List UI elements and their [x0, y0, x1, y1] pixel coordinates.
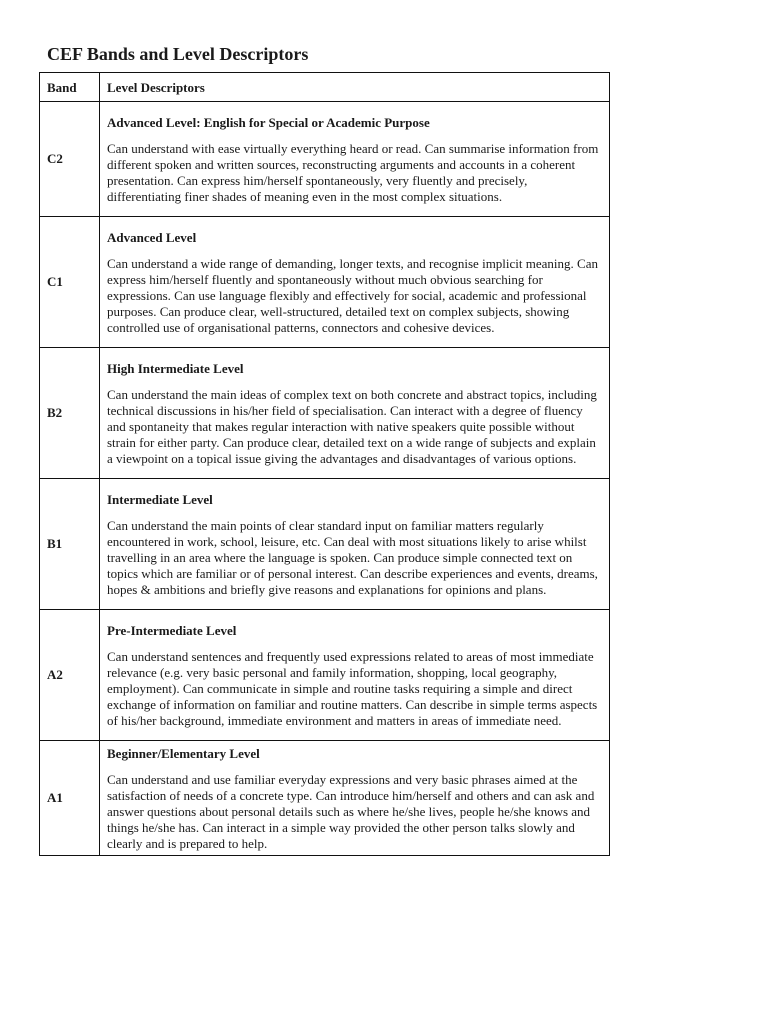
level-name: Pre-Intermediate Level: [107, 623, 237, 638]
band-code: B2: [40, 348, 100, 479]
table-row-b2: [40, 348, 610, 479]
table-row-a2: [40, 610, 610, 741]
descriptor-cell: [100, 348, 610, 479]
level-description: Can understand sentences and frequently used expressions related to areas of most immediate relevance (e.g. very basic personal and family information, shopping, local geography, employment). Can communicate in simple and routine tasks requiring a simple and direct exchange of information on familiar and routine matters. Can describe in simple terms aspects of his/her background, immediate environment and matters in areas of immediate need.: [107, 649, 598, 728]
level-name: Advanced Level: English for Special or Academic Purpose: [107, 115, 430, 130]
descriptor-cell: [100, 217, 610, 348]
level-description: Can understand a wide range of demanding, longer texts, and recognise implicit meaning. Can express him/herself fluently and spontaneously without much obvious searching for expressions. Can use language flexibly and effectively for social, academic and professional purposes. Can produce clear, well-structured, detailed text on complex subjects, showing controlled use of organisational patterns, connectors and cohesive devices.: [107, 256, 598, 335]
table-row-b1: [40, 479, 610, 610]
table-row-c1: [40, 217, 610, 348]
cef-levels-table: [39, 72, 610, 856]
band-code: B1: [40, 479, 100, 610]
band-code: A1: [40, 741, 100, 856]
band-code: C1: [40, 217, 100, 348]
descriptor-cell: [100, 102, 610, 217]
descriptors-column-header: Level Descriptors: [100, 73, 610, 102]
level-name: High Intermediate Level: [107, 361, 244, 376]
band-code: A2: [40, 610, 100, 741]
document-title: CEF Bands and Level Descriptors: [47, 44, 309, 64]
level-description: Can understand and use familiar everyday expressions and very basic phrases aimed at the satisfaction of needs of a concrete type. Can introduce him/herself and others and can ask and answer questions about personal details such as where he/she lives, people he/she knows and things he/she has. Can interact in a simple way provided the other person talks slowly and clearly and is prepared to help.: [107, 772, 595, 851]
level-name: Beginner/Elementary Level: [107, 746, 260, 761]
level-name: Intermediate Level: [107, 492, 213, 507]
band-column-header: Band: [40, 73, 100, 102]
level-description: Can understand the main ideas of complex text on both concrete and abstract topics, including technical discussions in his/her field of specialisation. Can interact with a degree of fluency and spontaneity that makes regular interaction with native speakers quite possible without strain for either party. Can produce clear, detailed text on a wide range of subjects and explain a viewpoint on a topical issue giving the advantages and disadvantages of various options.: [107, 387, 597, 466]
table-row-a1: [40, 741, 610, 856]
descriptor-cell: [100, 479, 610, 610]
level-description: Can understand with ease virtually everything heard or read. Can summarise information from different spoken and written sources, reconstructing arguments and accounts in a coherent presentation. Can express him/herself spontaneously, very fluently and precisely, differentiating finer shades of meaning even in the most complex situations.: [107, 141, 599, 204]
level-name: Advanced Level: [107, 230, 197, 245]
table-row-c2: [40, 102, 610, 217]
descriptor-cell: [100, 741, 610, 856]
descriptor-cell: [100, 610, 610, 741]
level-description: Can understand the main points of clear standard input on familiar matters regularly encountered in work, school, leisure, etc. Can deal with most situations likely to arise whilst travelling in an area where the language is spoken. Can produce simple connected text on topics which are familiar or of personal interest. Can describe experiences and events, dreams, hopes & ambitions and briefly give reasons and explanations for opinions and plans.: [107, 518, 598, 597]
band-code: C2: [40, 102, 100, 217]
table-header-row: [40, 73, 610, 102]
